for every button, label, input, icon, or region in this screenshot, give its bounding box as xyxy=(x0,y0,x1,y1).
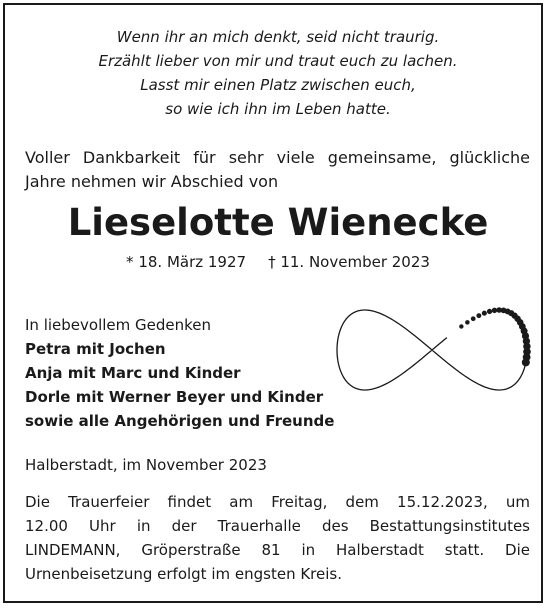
infinity-bead xyxy=(487,309,492,314)
poem-line: Lasst mir einen Platz zwischen euch, xyxy=(140,76,416,94)
infinity-bead xyxy=(459,324,463,328)
poem xyxy=(5,25,550,121)
service-line: 12.00 Uhr in der Trauerhalle des Bestattungsinstitutes xyxy=(25,517,530,535)
death-date: † 11. November 2023 xyxy=(268,253,430,271)
intro-text xyxy=(25,146,530,194)
poem-line: Erzählt lieber von mir und traut euch zu lachen. xyxy=(98,52,458,70)
mourner-name: sowie alle Angehörigen und Freunde xyxy=(25,412,335,430)
birth-date: * 18. März 1927 xyxy=(126,253,247,271)
poem-line: Wenn ihr an mich denkt, seid nicht traurig. xyxy=(116,28,440,46)
poem-line: so wie ich ihn im Leben hatte. xyxy=(165,100,391,118)
intro-line: Voller Dankbarkeit für sehr viele gemeinsame, glückliche xyxy=(25,148,530,167)
service-info xyxy=(25,490,530,586)
infinity-icon xyxy=(330,303,535,398)
mourners-heading: In liebevollem Gedenken xyxy=(25,316,212,334)
deceased-name: Lieselotte Wienecke xyxy=(67,201,489,244)
infinity-bead xyxy=(492,308,497,313)
obituary-notice xyxy=(3,3,543,603)
mourner-name: Anja mit Marc und Kinder xyxy=(25,364,241,382)
infinity-bead xyxy=(471,316,476,321)
service-line: LINDEMANN, Gröperstraße 81 in Halberstadt statt. Die xyxy=(25,541,530,559)
infinity-bead xyxy=(476,313,481,318)
service-line: Urnenbeisetzung erfolgt im engsten Kreis. xyxy=(25,565,342,583)
infinity-bead xyxy=(522,358,530,366)
infinity-bead xyxy=(482,311,487,316)
place-date: Halberstadt, im November 2023 xyxy=(25,456,267,474)
service-line: Die Trauerfeier findet am Freitag, dem 15.12.2023, um xyxy=(25,493,530,511)
mourner-name: Petra mit Jochen xyxy=(25,340,166,358)
mourner-name: Dorle mit Werner Beyer und Kinder xyxy=(25,388,324,406)
infinity-bead xyxy=(465,320,470,325)
mourners-list xyxy=(25,313,345,433)
intro-line: Jahre nehmen wir Abschied von xyxy=(25,172,279,191)
infinity-line xyxy=(337,310,526,390)
life-dates xyxy=(5,251,550,273)
